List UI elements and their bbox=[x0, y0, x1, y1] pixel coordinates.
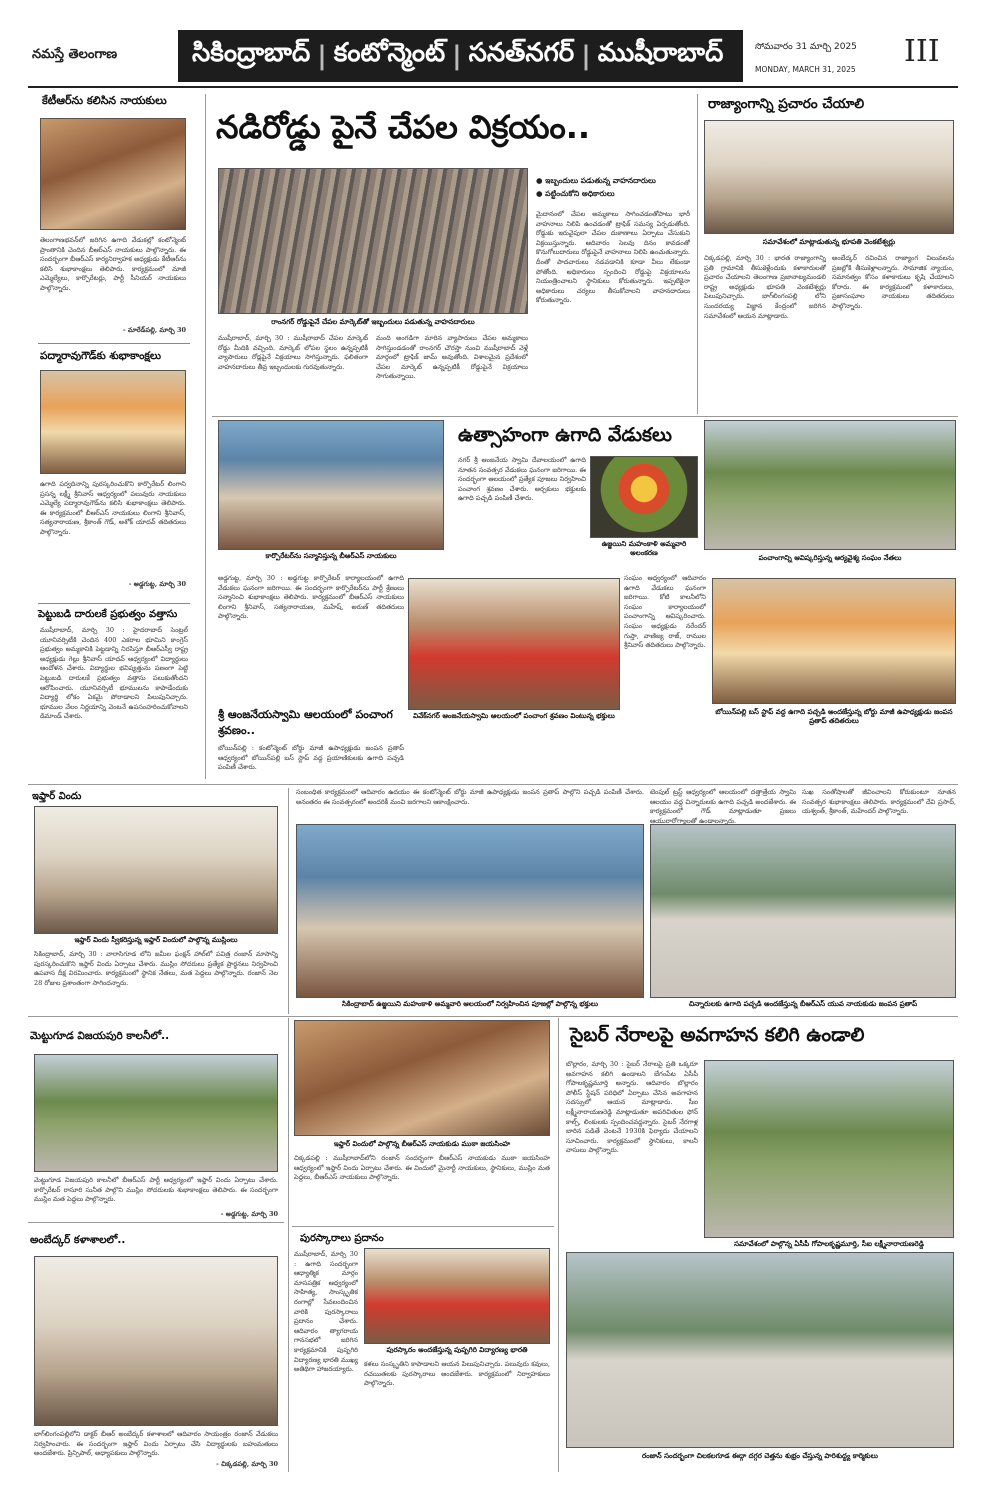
centre-caption: సికింద్రాబాద్ ఉజ్జయిని మహంకాళి అమ్మవారి ఆలయంలో నిర్వహించిన పూజల్లో పాల్గొన్న భక్తులు bbox=[341, 1000, 599, 1008]
mettuguda-credit: - అడ్డగుట్ట, మార్చి 30 bbox=[220, 1210, 278, 1218]
ktr-headline: కేటీఆర్‌ను కలిసిన నాయకులు bbox=[42, 94, 167, 107]
iftar-caption: ఇఫ్తార్ విందు స్వీకరిస్తున్న ఇఫ్తార్ విందులో పాల్గొన్న ముస్లింలు bbox=[74, 936, 238, 944]
award-headline: పురస్కారాలు ప్రదానం bbox=[300, 1233, 384, 1244]
centre-photo bbox=[296, 824, 644, 998]
mettuguda-body: మెట్టుగూడ విజయపురి కాలనీలో బీఆర్ఎస్ పార్టీ ఆధ్వర్యంలో ఇఫ్తార్ విందు ఏర్పాటు చేశారు. కార్పొరేటర్ రాసూరి సునీత పాల్గొని ముస్లిం సోదరులకు శుభాకాంక్షలు తెలిపారు. ఈ సందర్భంగా ముస్లిం మత పెద్దలు పాల్గొన్నారు. bbox=[34, 1176, 278, 1204]
paper-name: నమస్తే తెలంగాణ bbox=[32, 47, 118, 62]
ambedkar-story bbox=[28, 1226, 284, 1472]
ktr-photo bbox=[40, 118, 186, 230]
award-photo bbox=[364, 1248, 550, 1344]
page-number: III bbox=[904, 34, 940, 69]
ugadi-photo-3 bbox=[704, 420, 956, 550]
locality-3: సనత్‌నగర్ bbox=[468, 38, 575, 68]
ambedkar-credit: - చిక్కడపల్లి, మార్చి 30 bbox=[216, 1460, 278, 1468]
award-caption: పురస్కారం అందజేస్తున్న పుష్పగిరి విద్యారణ్య భారతి bbox=[386, 1346, 528, 1354]
award-story bbox=[292, 1228, 554, 1472]
ugadi-photo-2 bbox=[590, 456, 698, 538]
ugadi-photo-4 bbox=[408, 578, 620, 710]
lead-photo bbox=[218, 168, 528, 314]
lead-bullet-1: ● ఇబ్బందులు పడుతున్న వాహనదారులు bbox=[536, 176, 656, 185]
padma-body: ఉగాది పర్వదినాన్ని పురస్కరించుకొని కార్పొరేటర్ లింగాని ప్రసన్న లక్ష్మీ శ్రీనివాస్ ఆధ్వర్యంలో పలువురు నాయకులు ఎమ్మెల్యే పద్మారావుగౌడ్‌ను కలిసి శుభాకాంక్షలు తెలిపారు. ఈ కార్యక్రమంలో బీఆర్ఎస్ నాయకులు లింగాని శ్రీనివాస్, సత్యనారాయణ, శ్రీకాంత్ గౌడ్, అశోక్ యాదవ్ తదితరులు పాల్గొన్నారు. bbox=[40, 480, 186, 536]
cyber-story bbox=[562, 1020, 958, 1472]
padma-credit: - అడ్డగుట్ట, మార్చి 30 bbox=[128, 580, 186, 588]
ugadi-photo-1 bbox=[218, 420, 444, 550]
award-body-b: కళలు సంస్కృతిని కాపాడాలని ఆయన పిలుపునిచ్చారు. పలువురు కవులు, రచయితలకు పురస్కారాలు అందజేశారు. కార్యక్రమంలో నిర్వాహకులు పాల్గొన్నారు. bbox=[364, 1360, 550, 1388]
constitution-photo bbox=[704, 120, 954, 234]
centre-caption-right: చిన్నారులకు ఉగాది పచ్చడి అందజేస్తున్న బీఆర్ఎస్ యువ నాయకుడు జంపన ప్రతాప్ bbox=[688, 1000, 918, 1008]
ugadi-photo-4-caption: వివేక్‌నగర్ ఆంజనేయస్వామి ఆలయంలో పంచాంగ శ్రవణం వింటున్న భక్తులు bbox=[413, 712, 615, 720]
cyber-headline: సైబర్ నేరాలపై అవగాహన కలిగి ఉండాలి bbox=[570, 1024, 865, 1046]
ugadi-body-b: అడ్డగుట్ట, మార్చి 30 : అడ్డగుట్ట కార్పొరేటర్ కార్యాలయంలో ఉగాది వేడుకలు ఘనంగా జరిగాయి. ఈ సందర్భంగా కార్పొరేటర్‌ను పార్టీ శ్రేణులు సన్మానించి శుభాకాంక్షలు తెలిపారు. కార్యక్రమంలో బీఆర్ఎస్ నాయకులు లింగాని శ్రీనివాస్, సత్యనారాయణ, మహేష్, అరుణ్ తదితరులు పాల్గొన్నారు. bbox=[218, 574, 404, 621]
centre-body-c: సుఖ సంతోషాలతో జీవించాలని కోరుకుంటూ నూతన సంవత్సర శుభాకాంక్షలు తెలిపారు. కార్యక్రమంలో దేవి ప్రసాద్, యశ్వంత్, శ్రీకాంత్, మహేందర్ పాల్గొన్నారు. bbox=[802, 788, 956, 816]
iftar-body: సికింద్రాబాద్, మార్చి 30 : వారాసిగూడ లోని జమీల ఫంక్షన్ హాల్‌లో పవిత్ర రంజాన్ మాసాన్ని పురస్కరించుకొని ఇఫ్తార్ విందు ఏర్పాటు చేశారు. ముస్లిం సోదరులు ప్రత్యేక ప్రార్థనలు నిర్వహించి ఉపవాస దీక్ష విరమించారు. కార్యక్రమంలో స్థానిక నేతలు, మత పెద్దలు పాల్గొన్నారు. రంజాన్ నెల 28 రోజుల ప్రశాంతంగా సాగిందన్నారు. bbox=[34, 950, 278, 987]
constitution-story bbox=[702, 94, 958, 414]
lead-bullet-2: ● పట్టించుకోని అధికారులు bbox=[536, 189, 615, 198]
mettuguda-photo bbox=[34, 1054, 278, 1172]
padma-headline: పద్మారావుగౌడ్‌కు శుభాకాంక్షలు bbox=[40, 350, 161, 362]
ktr-body: తెలంగాణభవన్‌లో జరిగిన ఉగాది వేడుకల్లో కంటోన్మెంట్ ప్రాంతానికి చెందిన బీఆర్ఎస్ నాయకులు పాల్గొన్నారు. ఈ సందర్భంగా బీఆర్ఎస్ కార్యనిర్వాహక అధ్యక్షుడు కేటీఆర్‌ను కలిసి శుభాకాంక్షలు తెలిపారు. కార్యక్రమంలో మాజీ ఎమ్మెల్యేలు, కార్పొరేటర్లు, పార్టీ సీనియర్ నాయకులు పాల్గొన్నారు. bbox=[40, 236, 186, 292]
iftar-headline: ఇఫ్తార్ విందు bbox=[32, 791, 82, 802]
ambedkar-headline: అంబేద్కర్ కళాశాలలో.. bbox=[30, 1234, 126, 1246]
centre-body-b: టెంపుల్ ట్రస్ట్ ఆధ్వర్యంలో ఆలయంలో దత్తాత్రేయ స్వామి ఆలయం వద్ద చిన్నారులకు ఉగాది పచ్చడి అందజేశారు. ఈ కార్యక్రమంలో గౌడ్ మాట్లాడుతూ ప్రజలు ఆయురారోగ్యాలతో ఉండాలన్నారు. bbox=[650, 788, 796, 824]
cleaning-caption: రంజాన్ సందర్భంగా చిలకలగూడ ఈద్గా దగ్గర చెత్తను శుభ్రం చేస్తున్న పారిశుద్ధ్య కార్మికులు bbox=[642, 1452, 878, 1460]
lead-bullets bbox=[536, 174, 686, 200]
masthead bbox=[28, 30, 958, 82]
ugadi-body-c: సంఘం ఆధ్వర్యంలో ఆదివారం ఉగాది వేడుకలు ఘనంగా జరిగాయి. కోటి కాలనీలోని సంఘం కార్యాలయంలో పంచాంగాన్ని ఆవిష్కరించారు. సంఘం అధ్యక్షుడు నరేందర్ గుప్తా, వాణిజ్య రాజ్, రాముల శ్రీనివాస్ తదితరులు పాల్గొన్నారు. bbox=[624, 574, 706, 650]
date-en: MONDAY, MARCH 31, 2025 bbox=[755, 65, 856, 74]
cyber-caption: సమావేశంలో పాల్గొన్న ఏసీపీ గోపాలకృష్ణమూర్తి, సీఐ లక్ష్మీనారాయణరెడ్డి bbox=[734, 1240, 924, 1248]
ktr-credit: - మారేడ్‌పల్లి, మార్చి 30 bbox=[122, 326, 186, 334]
invest-story bbox=[28, 608, 200, 778]
ugadi-headline: ఉత్సాహంగా ఉగాది వేడుకలు bbox=[458, 424, 672, 446]
mettuguda-story bbox=[28, 1020, 284, 1220]
locality-1: సికింద్రాబాద్ bbox=[192, 38, 311, 68]
date-te: సోమవారం 31 మార్చి 2025 bbox=[755, 42, 857, 52]
ambedkar-body: బాగ్‌లింగంపల్లిలోని డాక్టర్ బీఆర్ అంబేద్కర్ కళాశాలలో ఆదివారం సాయంత్రం రంజాన్ వేడుకలు నిర్వహించారు. ఈ సందర్భంగా ఇఫ్తార్ విందు ఏర్పాటు చేసి విద్యార్థులకు బహుమతులు అందజేశారు. ప్రిన్సిపాల్, అధ్యాపకులు పాల్గొన్నారు. bbox=[34, 1430, 278, 1458]
ugadi-section bbox=[212, 418, 958, 784]
iftar2-caption: ఇఫ్తార్ విందులో పాల్గొన్న బీఆర్ఎస్ నాయకుడు ముఠా జయసింహ bbox=[333, 1140, 511, 1148]
centre-photo-right bbox=[650, 824, 956, 998]
lead-body-c: మైదానంలో చేపల అమ్మకాలు సాగించడంతోపాటు భారీ వాహనాలు నిలిపి ఉంచడంతో ట్రాఫిక్ సమస్య ఏర్పడుతోంది. రోడ్డుకు ఇరువైపులా చేపల దుకాణాలు ఏర్పాటు చేసుకుని విక్రయిస్తున్నారు. ఆదివారం సెలవు దినం కావడంతో కొనుగోలుదారులు రోడ్డుపైనే వాహనాలు నిలిపి ఉంచుతున్నారు. దీంతో పాదచారులు నడవడానికి కూడా వీలు లేకుండా పోతోంది. అధికారులు స్పందించి రోడ్డుపై విక్రయాలను నియంత్రించాలని స్థానికులు కోరుతున్నారు. ఇప్పటికైనా అధికారులు చర్యలు తీసుకోవాలని వాహనదారులు కోరుతున్నారు. bbox=[536, 210, 690, 305]
invest-body: ముషీరాబాద్, మార్చి 30 : హైదరాబాద్ సెంట్రల్ యూనివర్సిటీకి చెందిన 400 ఎకరాల భూమిని కాంగ్రెస్ ప్రభుత్వం అమ్మకానికి పెట్టడాన్ని నిరసిస్తూ బీఆర్ఎస్వీ రాష్ట్ర అధ్యక్షుడు గెల్లు శ్రీనివాస్ యాదవ్ ఆధ్వర్యంలో విద్యార్థులు ఆందోళన చేశారు. విద్యార్థుల భవిష్యత్తును పణంగా పెట్టి పెట్టుబడి దారులకే ప్రభుత్వం వత్తాసు పలుకుతోందని ఆరోపించారు. యూనివర్సిటీ భూములను కాపాడేందుకు విద్యార్థి లోకం ఏకమై పోరాడాలని పిలుపునిచ్చారు. భూముల వేలం నిర్ణయాన్ని వెంటనే ఉపసంహరించుకోవాలని డిమాండ్ చేశారు. bbox=[40, 626, 188, 721]
cyber-photo bbox=[704, 1060, 954, 1238]
iftar-photo bbox=[34, 806, 278, 934]
iftar2-photo bbox=[294, 1020, 550, 1136]
mettuguda-headline: మెట్టుగూడ విజయపురి కాలనీలో.. bbox=[30, 1030, 170, 1042]
constitution-headline: రాజ్యాంగాన్ని ప్రచారం చేయాలి bbox=[708, 96, 865, 112]
ugadi-photo-2-caption: ఉజ్జయిని మహంకాళి అమ్మవారి అలంకరణ bbox=[601, 540, 687, 557]
ugadi-subhead: శ్రీ ఆంజనేయస్వామి ఆలయంలో పంచాంగ శ్రవణం.. bbox=[218, 708, 393, 737]
ugadi-photo-1-caption: కార్పొరేటర్‌ను సన్మానిస్తున్న బీఆర్ఎస్ నాయకులు bbox=[265, 552, 397, 560]
cyber-body: బొల్లారం, మార్చి 30 : సైబర్ నేరాలపై ప్రతి ఒక్కరూ అవగాహన కలిగి ఉండాలని బేగంపేట ఏసీపీ గోపాలకృష్ణమూర్తి అన్నారు. ఆదివారం బొల్లారం పోలీస్ స్టేషన్ పరిధిలో ఏర్పాటు చేసిన అవగాహన సదస్సులో ఆయన మాట్లాడారు. సీఐ లక్ష్మీనారాయణరెడ్డి మాట్లాడుతూ అపరిచితుల ఫోన్ కాల్స్, లింకులకు స్పందించవద్దన్నారు. సైబర్ నేరగాళ్ల బారిన పడితే వెంటనే 1930కి ఫిర్యాదు చేయాలని సూచించారు. కార్యక్రమంలో స్థానికులు, కాలనీ వాసులు పాల్గొన్నారు. bbox=[566, 1060, 698, 1155]
constitution-body-a: చిక్కడపల్లి, మార్చి 30 : భారత రాజ్యాంగాన్ని ప్రతి గ్రామానికి తీసుకెళ్లేందుకు కళాకారులతో ప్రచారం చేయాలని తెలంగాణ ప్రజానాట్యమండలి రాష్ట్ర అధ్యక్షుడు భూపతి వెంకటేశ్వర్లు పిలుపునిచ్చారు. బాగ్‌లింగంపల్లి లోని సుందరయ్య విజ్ఞాన కేంద్రంలో జరిగిన సమావేశంలో ఆయన మాట్లాడారు. bbox=[704, 254, 826, 320]
ktr-story bbox=[28, 94, 200, 342]
ugadi-photo-5-caption: బోయిన్‌పల్లి బస్ స్టాప్ వద్ద ఉగాది పచ్చడి అందజేస్తున్న బోర్డు మాజీ ఉపాధ్యక్షుడు జంపన ప్రతాప్ తదితరులు bbox=[715, 708, 953, 725]
locality-2: కంటోన్మెంట్ bbox=[333, 38, 446, 68]
invest-headline: పెట్టుబడి దారులకే ప్రభుత్వం వత్తాసు bbox=[38, 609, 178, 620]
lead-body-b: మంది అంగడిగా మారిన వ్యాపారులు చేపల అమ్మకాలు సాగిస్తుండడంతో రాంనగర్ చౌరస్తా నుంచి ముషీరాబాద్ వెళ్లే మార్గంలో ట్రాఫిక్ జామ్ అవుతోంది. విశాలమైన ప్రదేశంలో చేపల మార్కెట్ ఉన్నప్పటికీ రోడ్డుపైనే విక్రయాలు సాగుతున్నాయి. bbox=[376, 334, 528, 381]
lead-caption: రాంనగర్ రోడ్డుపైనే చేపల మార్కెట్‌తో ఇబ్బందులు పడుతున్న వాహనదారులు bbox=[271, 318, 475, 326]
iftar-story bbox=[28, 788, 284, 1018]
padma-photo bbox=[40, 370, 186, 474]
locality-4: ముషీరాబాద్ bbox=[597, 38, 724, 68]
centre-story bbox=[292, 788, 958, 1014]
constitution-body-b: అంబేద్కర్ రచించిన రాజ్యాంగ విలువలను ప్రజల్లోకి తీసుకెళ్లాలన్నారు. సామాజిక న్యాయం, సమానత్వం కోసం కళాకారులు కృషి చేయాలని కోరారు. ఈ కార్యక్రమంలో కళాకారులు, ప్రజాసంఘాల నాయకులు తదితరులు పాల్గొన్నారు. bbox=[832, 254, 954, 310]
ugadi-body-a: నగర్ శ్రీ ఆంజనేయ స్వామి దేవాలయంలో ఉగాది నూతన సంవత్సర వేడుకలు ఘనంగా జరిగాయి. ఈ సందర్భంగా ఆలయంలో ప్రత్యేక పూజలు నిర్వహించి పంచాంగ శ్రవణం చేశారు. అర్చకులు భక్తులకు ఉగాది పచ్చడి పంపిణీ చేశారు. bbox=[458, 456, 586, 503]
ugadi-photo-5 bbox=[712, 578, 956, 704]
lead-story bbox=[212, 94, 692, 414]
centre-body-a: సంబంధిత కార్యక్రమంలో ఆదివారం ఉదయం ఈ కంటోన్మెంట్ బోర్డు మాజీ ఉపాధ్యక్షుడు జంపన ప్రతాప్ పాల్గొని పచ్చడి పంపిణీ చేశారు. అనంతరం ఈ సంవత్సరంలో అందరికీ మంచి జరగాలని ఆకాంక్షించారు. bbox=[296, 788, 644, 806]
iftar2-body: చిక్కడపల్లి : ముషీరాబాద్‌లోని రంజాన్ సందర్భంగా బీఆర్ఎస్ నాయకుడు ముఠా జయసింహ ఆధ్వర్యంలో ఇఫ్తార్ విందు ఏర్పాటు చేశారు. ఈ విందులో మైనార్టీ నాయకులు, స్థానికులు, ముస్లిం మత పెద్దలు, బీఆర్ఎస్ నాయకులు పాల్గొన్నారు. bbox=[294, 1154, 550, 1182]
award-body-a: ముషీరాబాద్, మార్చి 30 : ఉగాది సందర్భంగా ఆధ్యాత్మిక మార్గం మాసపత్రిక ఆధ్వర్యంలో సాహిత్య, సాంస్కృతిక రంగాల్లో సేవలందించిన వారికి పురస్కారాలు ప్రదానం చేశారు. ఆదివారం త్యాగరాయ గానసభలో జరిగిన కార్యక్రమానికి పుష్పగిరి విద్యారణ్య భారతి ముఖ్య అతిథిగా హాజరయ్యారు. bbox=[294, 1250, 358, 1374]
ugadi-body-d: బోయిన్‌పల్లి : కంటోన్మెంట్ బోర్డు మాజీ ఉపాధ్యక్షుడు జంపన ప్రతాప్ ఆధ్వర్యంలో బోయిన్‌పల్లి బస్ స్టాప్ వద్ద ప్రయాణికులకు ఉగాది పచ్చడి పంపిణీ చేశారు. bbox=[218, 744, 404, 772]
iftar2-story bbox=[292, 1020, 554, 1230]
ugadi-photo-3-caption: పంచాంగాన్ని ఆవిష్కరిస్తున్న ఆర్యవైశ్య సంఘం నేతలు bbox=[758, 554, 902, 562]
lead-headline: నడిరోడ్డు పైనే చేపల విక్రయం.. bbox=[216, 108, 591, 146]
padma-story bbox=[28, 350, 200, 606]
cleaning-photo bbox=[566, 1252, 954, 1448]
constitution-caption: సమావేశంలో మాట్లాడుతున్న భూపతి వెంకటేశ్వర్లు bbox=[762, 238, 896, 246]
ambedkar-photo bbox=[34, 1256, 278, 1426]
lead-body-a: ముషీరాబాద్, మార్చి 30 : ముషీరాబాద్ చేపల మార్కెట్ రోడ్డు మీదికి వచ్చింది. మార్కెట్ లోపల స్థలం ఉన్నప్పటికీ వ్యాపారులు రోడ్లపైనే విక్రయాలు సాగిస్తున్నారు. ఫలితంగా వాహనదారులు తీవ్ర ఇబ్బందులకు గురవుతున్నారు. bbox=[218, 334, 368, 371]
locality-banner: సికింద్రాబాద్ | కంటోన్మెంట్ | సనత్‌నగర్ | ముషీరాబాద్ bbox=[178, 30, 743, 82]
